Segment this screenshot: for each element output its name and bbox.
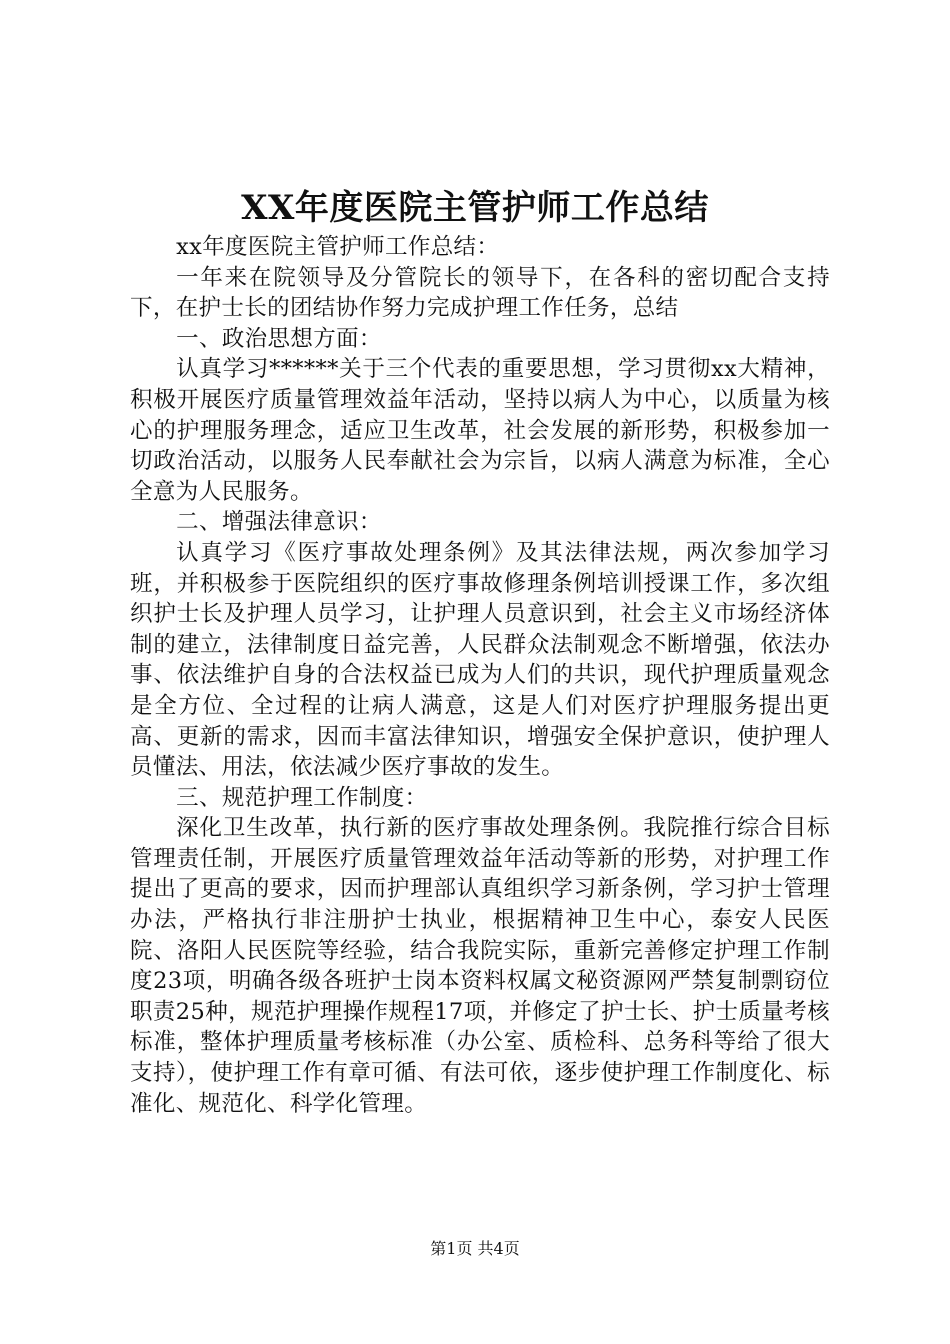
section-heading-politics: 一、政治思想方面： <box>176 325 382 352</box>
page-number-footer: 第1页 共4页 <box>430 1239 520 1258</box>
section-heading-law: 二、增强法律意识： <box>176 509 382 536</box>
rules-paragraph: 深化卫生改革，执行新的医疗事故处理条例。我院推行综合目标管理责任制，开展医疗质量管理效益年活动等新的形势，对护理工作提出了更高的要求，因而护理部认真组织学习新条例，学习护士管理办法，严格执行非注册护士执业，根据精神卫生中心，泰安人民医院、洛阳人民医院等经验，结合我院实际，重新完善修定护理工作制度23项，明确各级各班护士岗本资料权属文秘资源网严禁复制剽窃位职责25种，规范护理操作规程17项，并修定了护士长、护士质量考核标准，整体护理质量考核标准（办公室、质检科、总务科等给了很大支持），使护理工作有章可循、有法可依，逐步使护理工作制度化、标准化、规范化、科学化管理。 <box>130 815 830 1117</box>
opening-line: xx年度医院主管护师工作总结： <box>176 234 500 260</box>
document-body <box>130 232 830 1119</box>
document-title: XX年度医院主管护师工作总结 <box>241 188 709 228</box>
law-paragraph: 认真学习《医疗事故处理条例》及其法律法规，两次参加学习班，并积极参于医院组织的医疗事故修理条例培训授课工作，多次组织护士长及护理人员学习，让护理人员意识到，社会主义市场经济体制的建立，法律制度日益完善，人民群众法制观念不断增强，依法办事、依法维护自身的合法权益已成为人们的共识，现代护理质量观念是全方位、全过程的让病人满意，这是人们对医疗护理服务提出更高、更新的需求，因而丰富法律知识，增强安全保护意识，使护理人员懂法、用法，依法减少医疗事故的发生。 <box>130 539 830 781</box>
politics-paragraph: 认真学习******关于三个代表的重要思想，学习贯彻xx大精神，积极开展医疗质量管理效益年活动，坚持以病人为中心，以质量为核心的护理服务理念，适应卫生改革，社会发展的新形势，积极参加一切政治活动，以服务人民奉献社会为宗旨，以病人满意为标准，全心全意为人民服务。 <box>130 356 830 505</box>
section-heading-rules: 三、规范护理工作制度： <box>176 784 428 811</box>
intro-paragraph: 一年来在院领导及分管院长的领导下，在各科的密切配合支持下，在护士长的团结协作努力完成护理工作任务，总结 <box>130 264 830 322</box>
